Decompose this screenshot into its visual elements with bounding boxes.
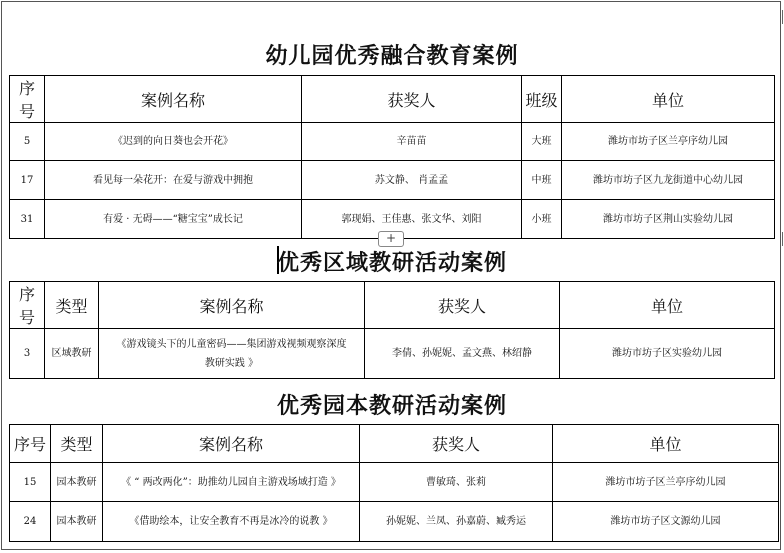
- header-unit: 单位: [553, 425, 779, 463]
- table-row: [10, 329, 775, 379]
- page-edge-marker: [778, 232, 783, 246]
- cell-unit: 潍坊市坊子区荆山实验幼儿园: [562, 200, 775, 239]
- cell-unit: 潍坊市坊子区九龙街道中心幼儿园: [562, 161, 775, 200]
- inclusive-education-table: [9, 75, 775, 239]
- table-row: [10, 161, 775, 200]
- cell-case-name: 《借助绘本，让安全教育不再是冰冷的说教 》: [103, 502, 360, 542]
- section3-title: 优秀园本教研活动案例: [276, 393, 507, 419]
- cell-type: 区域教研: [45, 329, 99, 379]
- section2-title: 优秀区域教研活动案例: [276, 250, 507, 276]
- cell-case-name: 《 “ 两改两化”：助推幼儿园自主游戏场域打造 》: [103, 463, 360, 502]
- cell-unit: 潍坊市坊子区实验幼儿园: [560, 329, 775, 379]
- cell-unit: 潍坊市坊子区文源幼儿园: [553, 502, 779, 542]
- cell-winners: 郭现娟、王佳惠、张文华、刘阳: [302, 200, 522, 239]
- header-case-name: 案例名称: [45, 76, 302, 123]
- cell-class: 大班: [522, 123, 562, 161]
- cell-winners: 苏文静、 肖孟孟: [302, 161, 522, 200]
- cell-index: 24: [10, 502, 51, 542]
- table-row: [10, 502, 779, 542]
- cell-index: 15: [10, 463, 51, 502]
- header-winners: 获奖人: [360, 425, 553, 463]
- cell-index: 5: [10, 123, 45, 161]
- header-case-name: 案例名称: [103, 425, 360, 463]
- header-type: 类型: [45, 282, 99, 329]
- cell-winners: 孙妮妮、兰凤、孙嘉蔚、臧秀运: [360, 502, 553, 542]
- header-class: 班级: [522, 76, 562, 123]
- cell-case-name: 有爱 · 无碍——“糖宝宝”成长记: [45, 200, 302, 239]
- cell-winners: 李倩、孙妮妮、孟文燕、林绍静: [365, 329, 560, 379]
- cell-case-name: 《迟到的向日葵也会开花》: [45, 123, 302, 161]
- cell-unit: 潍坊市坊子区兰亭序幼儿园: [562, 123, 775, 161]
- add-row-button[interactable]: +: [378, 231, 404, 247]
- header-unit: 单位: [560, 282, 775, 329]
- header-index: 序号: [10, 425, 51, 463]
- cell-index: 17: [10, 161, 45, 200]
- cell-index: 3: [10, 329, 45, 379]
- cell-winners: 曹敏琦、张莉: [360, 463, 553, 502]
- table-row: [10, 123, 775, 161]
- cell-case-name: 《游戏镜头下的儿童密码——集团游戏视频观察深度教研实践 》: [99, 329, 365, 379]
- cell-class: 小班: [522, 200, 562, 239]
- section1-title: 幼儿园优秀融合教育案例: [265, 43, 519, 69]
- cell-winners: 辛苗苗: [302, 123, 522, 161]
- header-case-name: 案例名称: [99, 282, 365, 329]
- school-research-table: [9, 424, 779, 542]
- cell-index: 31: [10, 200, 45, 239]
- header-type: 类型: [51, 425, 103, 463]
- header-unit: 单位: [562, 76, 775, 123]
- cell-class: 中班: [522, 161, 562, 200]
- cell-type: 园本教研: [51, 463, 103, 502]
- cell-unit: 潍坊市坊子区兰亭序幼儿园: [553, 463, 779, 502]
- header-index: 序号: [10, 76, 45, 123]
- header-winners: 获奖人: [365, 282, 560, 329]
- page-edge-marker: [778, 10, 783, 24]
- cell-case-name: 看见每一朵花开：在爱与游戏中拥抱: [45, 161, 302, 200]
- cell-type: 园本教研: [51, 502, 103, 542]
- table-row: [10, 463, 779, 502]
- header-winners: 获奖人: [302, 76, 522, 123]
- regional-research-table: [9, 281, 775, 379]
- header-index: 序号: [10, 282, 45, 329]
